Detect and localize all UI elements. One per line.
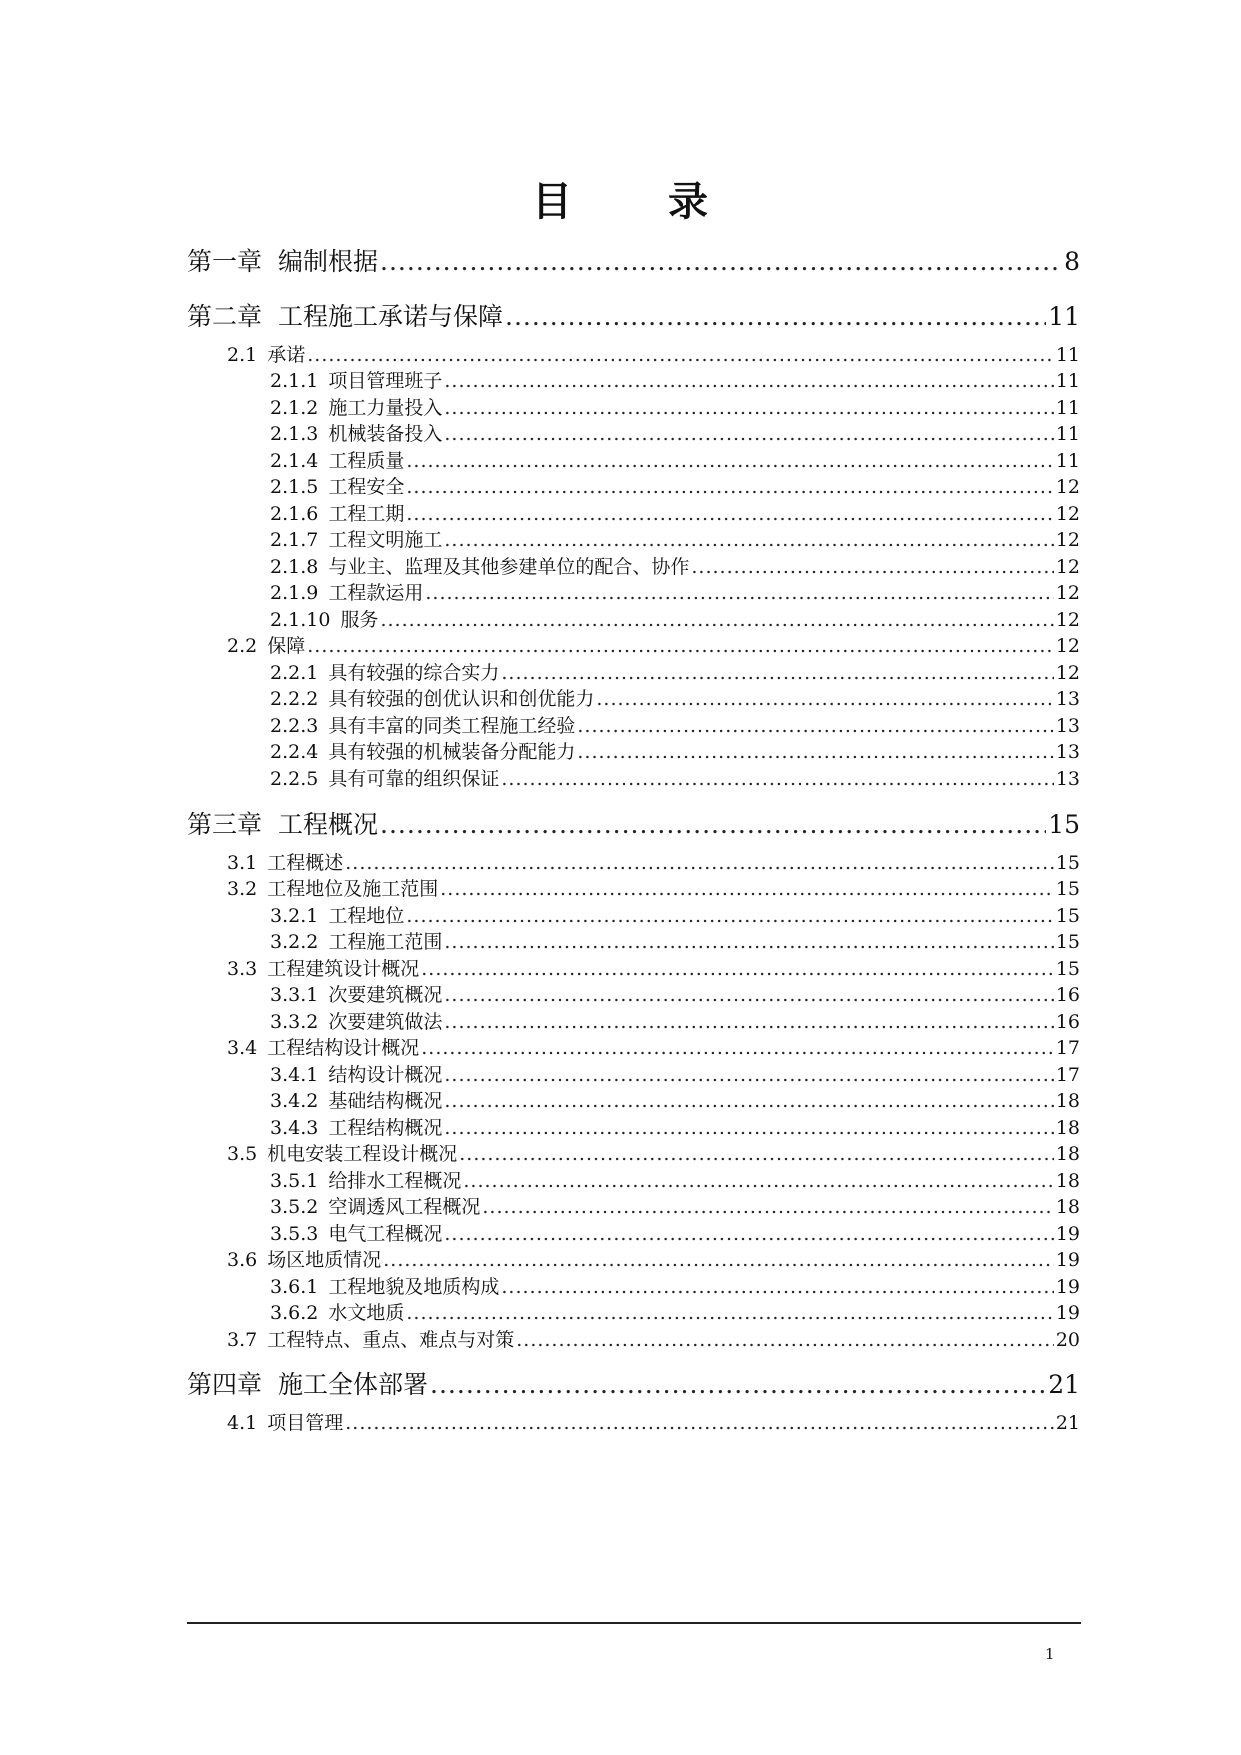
toc-entry-page: 11 xyxy=(1048,302,1080,331)
toc-entry-number: 3.2.2 xyxy=(270,931,319,953)
toc-entry-level-2[interactable] xyxy=(227,1033,1080,1060)
toc-dot-leader xyxy=(380,247,1062,276)
toc-entry-page: 20 xyxy=(1055,1329,1080,1351)
toc-dot-leader xyxy=(444,1064,1053,1086)
toc-title-char-2: 录 xyxy=(668,179,709,225)
toc-entry-level-3[interactable] xyxy=(270,901,1080,928)
toc-entry-page: 15 xyxy=(1048,810,1080,839)
toc-entry-level-3[interactable] xyxy=(270,711,1080,738)
toc-entry-number: 2.1.3 xyxy=(270,423,319,445)
toc-entry-page: 15 xyxy=(1055,958,1080,980)
toc-entry-level-1[interactable] xyxy=(187,805,1080,841)
toc-entry-page: 19 xyxy=(1055,1249,1080,1271)
toc-entry-number: 3.5.2 xyxy=(270,1196,319,1218)
toc-dot-leader xyxy=(444,1223,1053,1245)
toc-dot-leader xyxy=(459,1143,1054,1165)
toc-entry-number: 3.7 xyxy=(227,1329,258,1351)
toc-dot-leader xyxy=(345,1412,1054,1434)
toc-entry-label: 工程工期 xyxy=(328,503,405,525)
toc-dot-leader xyxy=(444,529,1053,551)
toc-entry-number: 3.5.1 xyxy=(270,1170,319,1192)
toc-dot-leader xyxy=(444,984,1053,1006)
toc-entry-level-3[interactable] xyxy=(270,1166,1080,1193)
toc-entry-label: 与业主、监理及其他参建单位的配合、协作 xyxy=(328,556,690,578)
toc-dot-leader xyxy=(380,810,1046,839)
toc-entry-number: 2.1 xyxy=(227,344,258,366)
toc-entry-number: 2.2.3 xyxy=(270,715,319,737)
toc-entry-label: 工程质量 xyxy=(328,450,405,472)
toc-entry-number: 2.1.9 xyxy=(270,582,319,604)
toc-entry-label: 工程概述 xyxy=(267,852,344,874)
toc-entry-page: 13 xyxy=(1055,768,1080,790)
toc-entry-label: 水文地质 xyxy=(328,1302,405,1324)
toc-entry-page: 13 xyxy=(1055,741,1080,763)
toc-entry-number: 3.3.1 xyxy=(270,984,319,1006)
toc-entry-level-3[interactable] xyxy=(270,1113,1080,1140)
toc-entry-level-2[interactable] xyxy=(227,954,1080,981)
toc-dot-leader xyxy=(444,397,1053,419)
toc-dot-leader xyxy=(444,1117,1053,1139)
toc-entry-number: 第四章 xyxy=(187,1370,263,1399)
toc-entry-label: 结构设计概况 xyxy=(328,1064,443,1086)
toc-entry-page: 15 xyxy=(1055,905,1080,927)
toc-dot-leader xyxy=(440,878,1054,900)
toc-entry-label: 编制根据 xyxy=(278,247,379,276)
toc-entry-page: 18 xyxy=(1055,1170,1080,1192)
toc-entry-level-3[interactable] xyxy=(270,658,1080,685)
toc-entry-number: 第三章 xyxy=(187,810,263,839)
toc-entry-level-3[interactable] xyxy=(270,472,1080,499)
toc-dot-leader xyxy=(307,344,1054,366)
toc-entry-label: 工程建筑设计概况 xyxy=(267,958,420,980)
toc-entry-number: 3.3.2 xyxy=(270,1011,319,1033)
toc-dot-leader xyxy=(444,1011,1053,1033)
toc-entry-number: 2.2.1 xyxy=(270,662,319,684)
toc-entry-page: 11 xyxy=(1055,344,1080,366)
toc-entry-page: 12 xyxy=(1055,556,1080,578)
toc-dot-leader xyxy=(505,302,1046,331)
toc-entry-level-3[interactable] xyxy=(270,1060,1080,1087)
toc-dot-leader xyxy=(577,741,1053,763)
toc-entry-number: 2.1.5 xyxy=(270,476,319,498)
toc-entry-number: 3.6.2 xyxy=(270,1302,319,1324)
toc-entry-page: 11 xyxy=(1055,450,1080,472)
toc-entry-number: 3.5.3 xyxy=(270,1223,319,1245)
toc-dot-leader xyxy=(421,1037,1054,1059)
toc-entry-page: 18 xyxy=(1055,1117,1080,1139)
toc-dot-leader xyxy=(444,931,1053,953)
toc-entry-page: 19 xyxy=(1055,1223,1080,1245)
toc-entry-number: 2.2.2 xyxy=(270,688,319,710)
toc-entry-level-1[interactable] xyxy=(187,1365,1080,1401)
toc-entry-level-3[interactable] xyxy=(270,446,1080,473)
toc-entry-level-3[interactable] xyxy=(270,1298,1080,1325)
toc-dot-leader xyxy=(501,1276,1053,1298)
toc-dot-leader xyxy=(482,1196,1053,1218)
toc-entry-number: 2.1.1 xyxy=(270,370,319,392)
page-number: 1 xyxy=(1045,1645,1055,1663)
toc-dot-leader xyxy=(307,635,1054,657)
toc-entry-label: 次要建筑概况 xyxy=(328,984,443,1006)
toc-entry-label: 承诺 xyxy=(267,344,306,366)
toc-title xyxy=(0,170,1241,227)
toc-entry-level-3[interactable] xyxy=(270,419,1080,446)
toc-entry-page: 12 xyxy=(1055,503,1080,525)
toc-dot-leader xyxy=(406,503,1053,525)
toc-entry-page: 21 xyxy=(1048,1370,1080,1399)
toc-entry-level-2[interactable] xyxy=(227,1408,1080,1435)
toc-entry-page: 11 xyxy=(1055,397,1080,419)
toc-entry-level-3[interactable] xyxy=(270,525,1080,552)
toc-entry-number: 2.1.7 xyxy=(270,529,319,551)
toc-entry-label: 施工力量投入 xyxy=(328,397,443,419)
toc-entry-number: 2.2.4 xyxy=(270,741,319,763)
toc-entry-page: 18 xyxy=(1055,1196,1080,1218)
toc-entry-label: 次要建筑做法 xyxy=(328,1011,443,1033)
toc-entry-page: 15 xyxy=(1055,878,1080,900)
toc-entry-level-3[interactable] xyxy=(270,1219,1080,1246)
toc-dot-leader xyxy=(444,1090,1053,1112)
toc-dot-leader xyxy=(425,582,1053,604)
toc-entry-page: 11 xyxy=(1055,370,1080,392)
toc-entry-number: 3.3 xyxy=(227,958,258,980)
toc-entry-label: 工程概况 xyxy=(278,810,379,839)
toc-entry-level-1[interactable] xyxy=(187,242,1080,278)
toc-entry-label: 给排水工程概况 xyxy=(328,1170,462,1192)
toc-dot-leader xyxy=(380,609,1053,631)
toc-entry-page: 19 xyxy=(1055,1302,1080,1324)
footer-rule xyxy=(187,1622,1081,1624)
toc-entry-page: 19 xyxy=(1055,1276,1080,1298)
toc-entry-level-3[interactable] xyxy=(270,684,1080,711)
toc-entry-label: 工程结构设计概况 xyxy=(267,1037,420,1059)
toc-title-char-1: 目 xyxy=(532,179,573,225)
toc-entry-label: 工程安全 xyxy=(328,476,405,498)
toc-dot-leader xyxy=(501,662,1053,684)
toc-entry-number: 2.1.10 xyxy=(270,609,331,631)
toc-entry-label: 工程地位及施工范围 xyxy=(267,878,439,900)
toc-entry-number: 2.1.8 xyxy=(270,556,319,578)
toc-entry-number: 4.1 xyxy=(227,1412,258,1434)
toc-entry-label: 机械装备投入 xyxy=(328,423,443,445)
toc-entry-page: 11 xyxy=(1055,423,1080,445)
toc-entry-level-2[interactable] xyxy=(227,874,1080,901)
toc-entry-label: 场区地质情况 xyxy=(267,1249,382,1271)
toc-dot-leader xyxy=(516,1329,1054,1351)
toc-dot-leader xyxy=(406,450,1053,472)
toc-entry-level-3[interactable] xyxy=(270,605,1080,632)
toc-entry-level-3[interactable] xyxy=(270,980,1080,1007)
toc-entry-level-3[interactable] xyxy=(270,1007,1080,1034)
toc-dot-leader xyxy=(463,1170,1053,1192)
toc-entry-level-3[interactable] xyxy=(270,1272,1080,1299)
toc-entry-number: 3.4.2 xyxy=(270,1090,319,1112)
toc-entry-label: 服务 xyxy=(340,609,379,631)
toc-entry-level-2[interactable] xyxy=(227,848,1080,875)
toc-entry-page: 15 xyxy=(1055,931,1080,953)
toc-entry-page: 16 xyxy=(1055,1011,1080,1033)
toc-dot-leader xyxy=(383,1249,1054,1271)
toc-entry-page: 12 xyxy=(1055,529,1080,551)
toc-entry-label: 基础结构概况 xyxy=(328,1090,443,1112)
toc-dot-leader xyxy=(691,556,1053,578)
toc-entry-number: 2.2.5 xyxy=(270,768,319,790)
toc-entry-label: 电气工程概况 xyxy=(328,1223,443,1245)
toc-entry-level-3[interactable] xyxy=(270,552,1080,579)
toc-dot-leader xyxy=(596,688,1053,710)
toc-dot-leader xyxy=(501,768,1053,790)
toc-entry-number: 第一章 xyxy=(187,247,263,276)
toc-entry-page: 13 xyxy=(1055,688,1080,710)
toc-entry-level-2[interactable] xyxy=(227,340,1080,367)
toc-entry-level-3[interactable] xyxy=(270,927,1080,954)
toc-dot-leader xyxy=(406,476,1053,498)
toc-dot-leader xyxy=(444,423,1053,445)
toc-entry-label: 工程结构概况 xyxy=(328,1117,443,1139)
toc-entry-label: 工程文明施工 xyxy=(328,529,443,551)
toc-entry-label: 工程地貌及地质构成 xyxy=(328,1276,500,1298)
toc-entry-page: 13 xyxy=(1055,715,1080,737)
toc-dot-leader xyxy=(577,715,1053,737)
toc-entry-label: 保障 xyxy=(267,635,306,657)
toc-entry-page: 8 xyxy=(1064,247,1080,276)
toc-entry-page: 17 xyxy=(1055,1064,1080,1086)
toc-entry-number: 3.1 xyxy=(227,852,258,874)
toc-entry-level-2[interactable] xyxy=(227,1139,1080,1166)
toc-entry-number: 3.5 xyxy=(227,1143,258,1165)
toc-entry-level-1[interactable] xyxy=(187,297,1080,333)
toc-entry-label: 施工全体部署 xyxy=(278,1370,429,1399)
toc-entry-label: 工程款运用 xyxy=(328,582,424,604)
toc-entry-number: 3.4.3 xyxy=(270,1117,319,1139)
toc-entry-label: 具有较强的综合实力 xyxy=(328,662,500,684)
toc-entry-number: 第二章 xyxy=(187,302,263,331)
toc-entry-page: 15 xyxy=(1055,852,1080,874)
toc-entry-page: 12 xyxy=(1055,582,1080,604)
toc-dot-leader xyxy=(430,1370,1046,1399)
toc-entry-label: 工程施工范围 xyxy=(328,931,443,953)
toc-entry-level-3[interactable] xyxy=(270,764,1080,791)
toc-entry-level-3[interactable] xyxy=(270,393,1080,420)
toc-entry-number: 3.4.1 xyxy=(270,1064,319,1086)
toc-entry-page: 18 xyxy=(1055,1090,1080,1112)
toc-entry-page: 18 xyxy=(1055,1143,1080,1165)
toc-entry-label: 空调透风工程概况 xyxy=(328,1196,481,1218)
toc-entry-label: 具有可靠的组织保证 xyxy=(328,768,500,790)
toc-entry-level-2[interactable] xyxy=(227,1245,1080,1272)
toc-entry-number: 3.6 xyxy=(227,1249,258,1271)
toc-entry-level-2[interactable] xyxy=(227,631,1080,658)
toc-dot-leader xyxy=(406,905,1053,927)
toc-entry-label: 工程施工承诺与保障 xyxy=(278,302,504,331)
toc-entry-label: 项目管理班子 xyxy=(328,370,443,392)
toc-dot-leader xyxy=(406,1302,1053,1324)
toc-dot-leader xyxy=(444,370,1053,392)
toc-dot-leader xyxy=(421,958,1054,980)
toc-entry-number: 3.2 xyxy=(227,878,258,900)
toc-entry-label: 工程地位 xyxy=(328,905,405,927)
toc-entry-page: 12 xyxy=(1055,609,1080,631)
toc-entry-level-2[interactable] xyxy=(227,1325,1080,1352)
toc-entry-level-3[interactable] xyxy=(270,1086,1080,1113)
toc-entry-label: 具有较强的机械装备分配能力 xyxy=(328,741,576,763)
toc-entry-page: 16 xyxy=(1055,984,1080,1006)
toc-entry-number: 2.1.4 xyxy=(270,450,319,472)
toc-entry-label: 具有较强的创优认识和创优能力 xyxy=(328,688,595,710)
toc-entry-level-3[interactable] xyxy=(270,578,1080,605)
toc-entry-page: 12 xyxy=(1055,476,1080,498)
toc-entry-label: 机电安装工程设计概况 xyxy=(267,1143,458,1165)
toc-entry-page: 12 xyxy=(1055,662,1080,684)
toc-dot-leader xyxy=(345,852,1054,874)
toc-entry-level-3[interactable] xyxy=(270,366,1080,393)
toc-entry-label: 具有丰富的同类工程施工经验 xyxy=(328,715,576,737)
toc-entry-page: 21 xyxy=(1055,1412,1080,1434)
toc-entry-page: 17 xyxy=(1055,1037,1080,1059)
toc-entry-number: 2.2 xyxy=(227,635,258,657)
toc-entry-level-3[interactable] xyxy=(270,1192,1080,1219)
toc-entry-label: 项目管理 xyxy=(267,1412,344,1434)
toc-entry-label: 工程特点、重点、难点与对策 xyxy=(267,1329,515,1351)
toc-entry-number: 3.2.1 xyxy=(270,905,319,927)
toc-entry-page: 12 xyxy=(1055,635,1080,657)
toc-entry-number: 2.1.6 xyxy=(270,503,319,525)
toc-entry-number: 2.1.2 xyxy=(270,397,319,419)
toc-entry-number: 3.6.1 xyxy=(270,1276,319,1298)
toc-entry-level-3[interactable] xyxy=(270,499,1080,526)
toc-entry-number: 3.4 xyxy=(227,1037,258,1059)
toc-entry-level-3[interactable] xyxy=(270,737,1080,764)
